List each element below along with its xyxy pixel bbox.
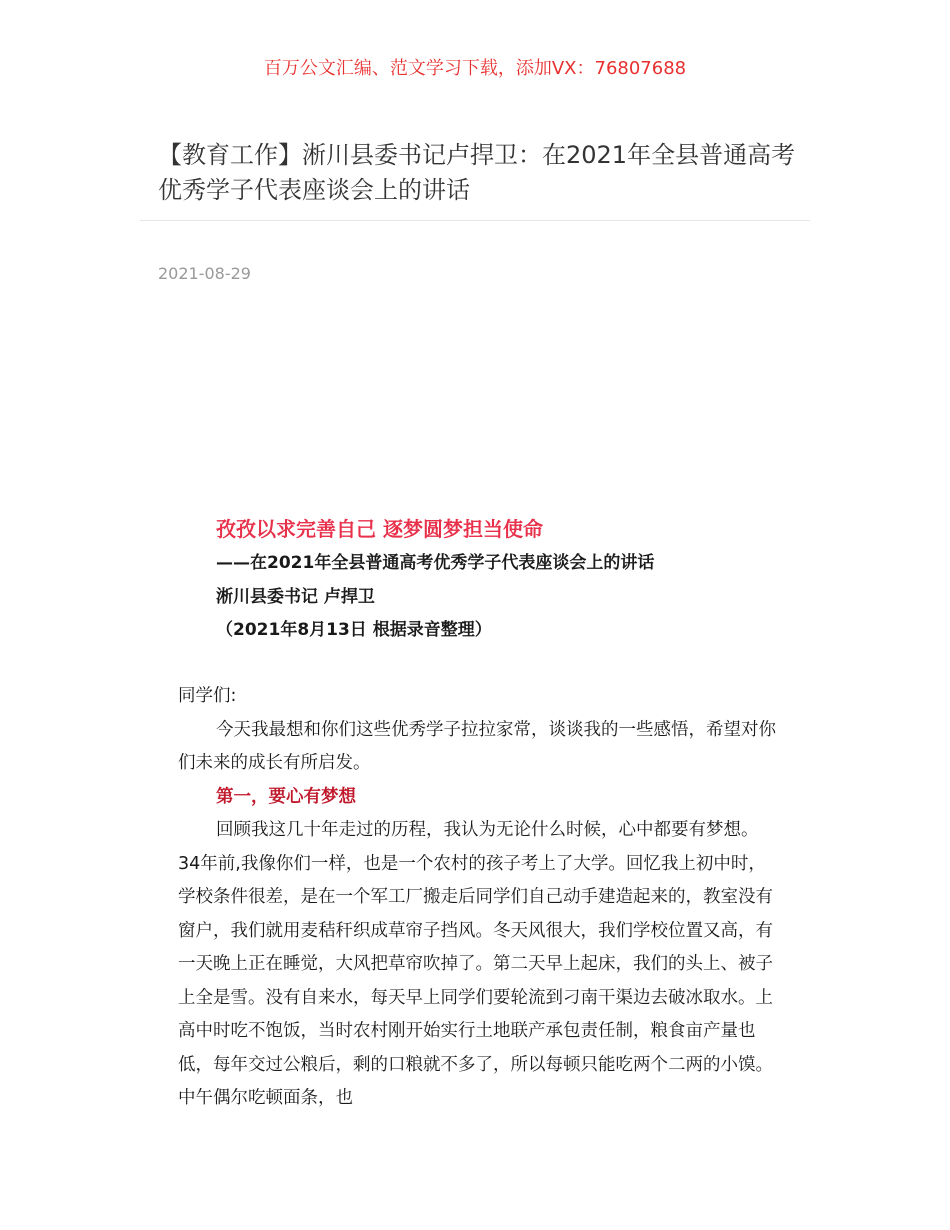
speech-body xyxy=(178,680,778,1116)
speech-date-note: （2021年8月13日 根据录音整理） xyxy=(216,620,492,640)
publish-date: 2021-08-29 xyxy=(158,264,251,283)
article-title: 【教育工作】淅川县委书记卢捍卫：在2021年全县普通高考优秀学子代表座谈会上的讲话 xyxy=(158,141,796,204)
speech-subtitle: ——在2021年全县普通高考优秀学子代表座谈会上的讲话 xyxy=(216,553,655,573)
title-divider xyxy=(140,220,810,221)
intro-paragraph: 今天我最想和你们这些优秀学子拉拉家常，谈谈我的一些感悟，希望对你们未来的成长有所启发。 xyxy=(178,719,776,773)
section-heading: 第一，要心有梦想 xyxy=(216,786,356,807)
speech-author: 淅川县委书记 卢捍卫 xyxy=(216,587,375,607)
promo-banner: 百万公文汇编、范文学习下载，添加VX：76807688 xyxy=(263,58,687,79)
salutation: 同学们: xyxy=(178,686,237,706)
speech-headline: 孜孜以求完善自己 逐梦圆梦担当使命 xyxy=(216,517,543,541)
section-paragraph: 回顾我这几十年走过的历程，我认为无论什么时候，心中都要有梦想。34年前,我像你们一样，也是一个农村的孩子考上了大学。回忆我上初中时，学校条件很差，是在一个军工厂搬走后同学们自己动手建造起来的，教室没有窗户，我们就用麦秸秆织成草帘子挡风。冬天风很大，我们学校位置又高，有一天晚上正在睡觉，大风把草帘吹掉了。第二天早上起床，我们的头上、被子上全是雪。没有自来水，每天早上同学们要轮流到刁南干渠边去破冰取水。上高中时吃不饱饭，当时农村刚开始实行土地联产承包责任制，粮食亩产量也低，每年交过公粮后，剩的口粮就不多了，所以每顿只能吃两个二两的小馍。中午偶尔吃顿面条，也 xyxy=(178,820,773,1108)
